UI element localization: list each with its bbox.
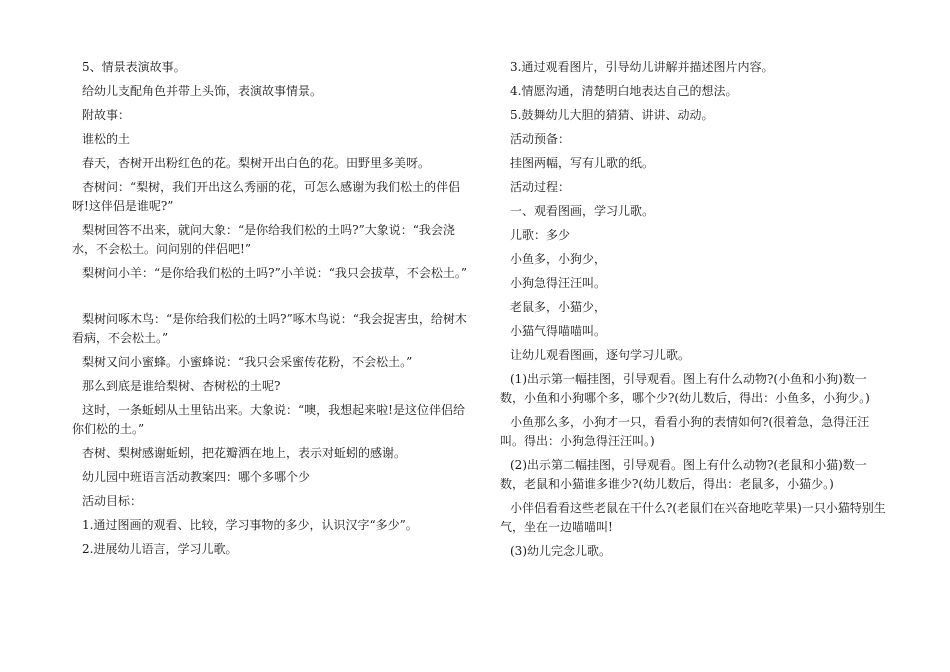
paragraph: 春天，杏树开出粉红色的花。梨树开出白色的花。田野里多美呀。 xyxy=(82,156,431,170)
paragraph: 杏树、梨树感谢蚯蚓，把花瓣洒在地上，表示对蚯蚓的感谢。 xyxy=(82,446,407,460)
story-title: 谁松的土 xyxy=(82,132,131,146)
paragraph: 4.情愿沟通，清楚明白地表达自己的想法。 xyxy=(510,84,738,98)
paragraph: 给幼儿支配角色并带上头饰，表演故事情景。 xyxy=(82,84,323,98)
paragraph: 挂图两幅，写有儿歌的纸。 xyxy=(510,156,655,170)
right-text-column xyxy=(500,58,888,566)
paragraph: 小伴侣看看这些老鼠在干什么?(老鼠们在兴奋地吃苹果)一只小猫特别生气，坐在一边喵喵叫! xyxy=(500,501,886,534)
section-heading: 幼儿园中班语言活动教案四：哪个多哪个少 xyxy=(82,470,311,484)
paragraph: 1.通过图画的观看、比较，学习事物的多少，认识汉字“多少”。 xyxy=(82,518,418,532)
paragraph: 杏树问：“梨树，我们开出这么秀丽的花，可怎么感谢为我们松土的伴侣呀!这伴侣是谁呢?” xyxy=(72,180,461,213)
paragraph: (2)出示第二幅挂图，引导观看。图上有什么动物?(老鼠和小猫)数一数，老鼠和小猫谁多谁少?(幼儿数后，得出：老鼠多，小猫少。) xyxy=(500,458,867,491)
poem-line: 小狗急得汪汪叫。 xyxy=(510,276,607,290)
paragraph: 梨树回答不出来，就问大象：“是你给我们松的土吗?”大象说：“我会浇水，不会松土。问问别的伴侣吧!” xyxy=(72,223,455,256)
paragraph: 那么到底是谁给梨树、杏树松的土呢? xyxy=(82,379,281,393)
paragraph: (3)幼儿完念儿歌。 xyxy=(510,544,611,558)
paragraph: 2.进展幼儿语言，学习儿歌。 xyxy=(82,542,238,556)
poem-line: 老鼠多，小猫少， xyxy=(510,300,607,314)
poem-line: 小猫气得喵喵叫。 xyxy=(510,324,607,338)
left-text-column xyxy=(72,58,472,564)
paragraph: 5.鼓舞幼儿大胆的猜猜、讲讲、动动。 xyxy=(510,108,714,122)
blank-line xyxy=(72,288,472,310)
paragraph: 3.通过观看图片，引导幼儿讲解并描述图片内容。 xyxy=(510,60,774,74)
paragraph: 一、观看图画，学习儿歌。 xyxy=(510,204,655,218)
paragraph: 附故事： xyxy=(82,108,131,122)
paragraph: 梨树问小羊：“是你给我们松的土吗?”小羊说：“我只会拔草，不会松土。” xyxy=(82,266,467,280)
paragraph: 活动过程： xyxy=(510,180,571,194)
paragraph: 梨树问啄木鸟：“是你给我们松的土吗?”啄木鸟说：“我会捉害虫，给树木看病，不会松土。” xyxy=(72,312,467,345)
paragraph: 5、情景表演故事。 xyxy=(82,60,186,74)
paragraph: 梨树又问小蜜蜂。小蜜蜂说：“我只会采蜜传花粉，不会松土。” xyxy=(82,355,413,369)
paragraph: 活动预备： xyxy=(510,132,571,146)
paragraph: 这时，一条蚯蚓从土里钻出来。大象说：“噢，我想起来啦!是这位伴侣给你们松的土。” xyxy=(72,403,465,436)
paragraph: 小鱼那么多，小狗才一只，看看小狗的表情如何?(很着急，急得汪汪叫。得出：小狗急得汪汪叫。) xyxy=(500,415,870,448)
paragraph: 活动目标： xyxy=(82,494,143,508)
poem-title: 儿歌：多少 xyxy=(510,228,571,242)
poem-line: 小鱼多，小狗少， xyxy=(510,252,607,266)
paragraph: (1)出示第一幅挂图，引导观看。图上有什么动物?(小鱼和小狗)数一数，小鱼和小狗哪个多，哪个少?(幼儿数后，得出：小鱼多，小狗少。) xyxy=(500,372,870,405)
paragraph: 让幼儿观看图画，逐句学习儿歌。 xyxy=(510,348,691,362)
